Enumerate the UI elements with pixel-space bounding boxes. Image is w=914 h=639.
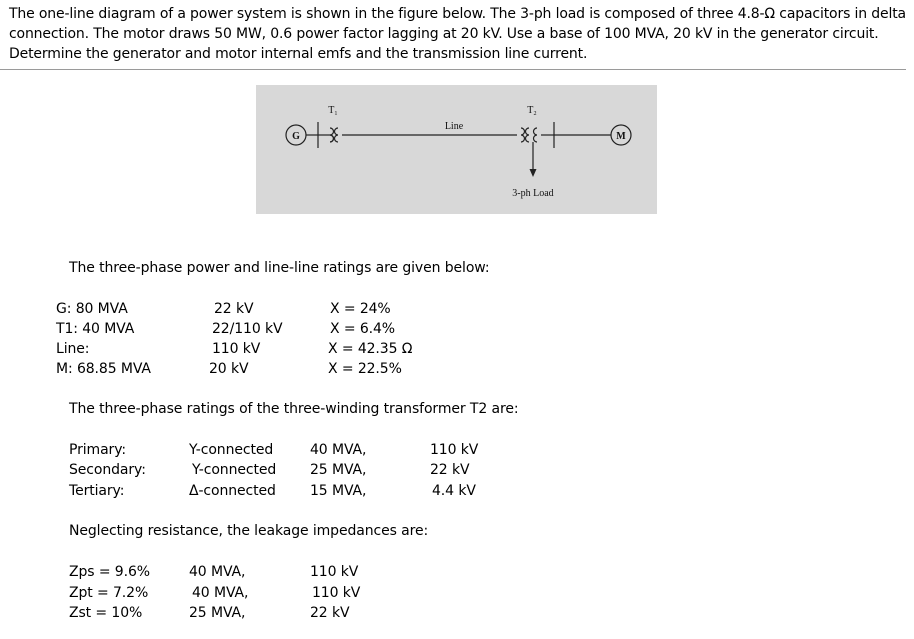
winding-mva: 40 MVA, (310, 442, 367, 458)
winding-mva: 15 MVA, (310, 483, 367, 499)
line-label: Line (444, 121, 464, 132)
rating-voltage: 20 kV (209, 361, 249, 377)
rating-reactance: X = 22.5% (328, 361, 402, 377)
winding-mva: 25 MVA, (310, 462, 367, 478)
rating-voltage: 22 kV (214, 301, 254, 317)
impedance-heading: Neglecting resistance, the leakage impedances are: (69, 523, 429, 539)
t2-transformer-symbol (521, 128, 537, 142)
t1-transformer-symbol (330, 128, 338, 142)
impedance-name: Zst = 10% (69, 605, 143, 621)
ratings-heading: The three-phase power and line-line ratings are given below: (69, 260, 490, 276)
t2-heading: The three-phase ratings of the three-winding transformer T2 are: (69, 401, 519, 417)
rating-name: M: 68.85 MVA (56, 361, 151, 377)
rating-voltage: 22/110 kV (212, 321, 283, 337)
winding-connection: Δ-connected (189, 483, 276, 499)
impedance-kv: 22 kV (310, 605, 350, 621)
winding-name: Primary: (69, 442, 126, 458)
rating-reactance: X = 24% (330, 301, 391, 317)
problem-statement: The one-line diagram of a power system is shown in the figure below. The 3-ph load is composed of three 4.8-Ω capacitors in delta connection. The motor draws 50 MW, 0.6 power factor lagging at 20 kV. Use a base of 100 MVA, 20 kV in the generator circuit. Determine the generator and motor internal emfs and the transmission line current. (0, 0, 906, 70)
load-label: 3-ph Load (512, 188, 554, 199)
winding-name: Secondary: (69, 462, 146, 478)
rating-reactance: X = 42.35 Ω (328, 341, 413, 357)
load-arrow (530, 169, 537, 177)
impedance-kv: 110 kV (312, 585, 361, 601)
generator-label: G (292, 131, 300, 142)
t2-label: T₂ (527, 105, 537, 116)
impedance-mva: 25 MVA, (189, 605, 246, 621)
rating-name: T1: 40 MVA (56, 321, 135, 337)
impedance-name: Zps = 9.6% (69, 564, 150, 580)
rating-name: G: 80 MVA (56, 301, 128, 317)
winding-connection: Y-connected (189, 442, 274, 458)
impedance-mva: 40 MVA, (192, 585, 249, 601)
impedance-mva: 40 MVA, (189, 564, 246, 580)
impedance-kv: 110 kV (310, 564, 359, 580)
winding-connection: Y-connected (192, 462, 277, 478)
winding-kv: 22 kV (430, 462, 470, 478)
t1-label: T₁ (328, 105, 338, 116)
motor-label: M (616, 131, 626, 142)
rating-name: Line: (56, 341, 90, 357)
winding-kv: 110 kV (430, 442, 479, 458)
winding-name: Tertiary: (69, 483, 125, 499)
rating-reactance: X = 6.4% (330, 321, 395, 337)
one-line-diagram (256, 85, 657, 214)
rating-voltage: 110 kV (212, 341, 261, 357)
impedance-name: Zpt = 7.2% (69, 585, 149, 601)
one-line-diagram-figure (256, 85, 657, 214)
winding-kv: 4.4 kV (432, 483, 476, 499)
